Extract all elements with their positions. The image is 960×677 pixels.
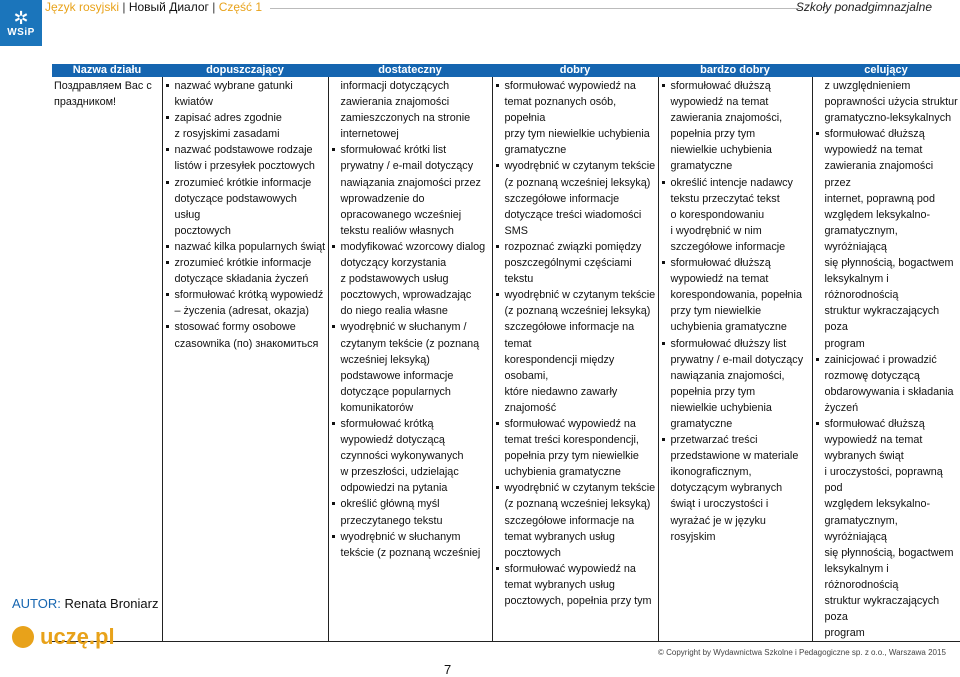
requirement-line: dotyczące treści wiadomości	[504, 208, 642, 221]
header-school-level: Szkoły ponadgimnazjalne	[795, 0, 932, 14]
requirement-line: stosować formy osobowe	[165, 319, 326, 335]
requirement-line: czasownika (по) знакомиться	[174, 337, 319, 350]
requirement-line: gramatycznym, wyróżniającą	[824, 224, 898, 253]
header-divider	[270, 8, 800, 9]
requirement-line: (z poznaną wcześniej leksyką)	[504, 176, 651, 189]
requirement-line: gramatyczno-leksykalnych	[824, 112, 952, 125]
requirement-line: – życzenia (adresat, okazja)	[174, 305, 309, 318]
requirement-line: listów i przesyłek pocztowych	[174, 160, 315, 173]
requirement-line: się płynnością, bogactwem	[824, 546, 954, 559]
ucze-logo	[12, 624, 115, 650]
requirement-line: ikonograficznym,	[670, 466, 752, 479]
requirement-line: tekstu realiów własnych	[340, 224, 454, 237]
requirement-line: (z poznaną wcześniej leksyką)	[504, 305, 651, 318]
requirement-line: SMS	[504, 224, 528, 237]
requirement-line: które niedawno zawarły	[504, 385, 618, 398]
requirement-line: korespondencji między osobami,	[504, 353, 615, 382]
requirement-list	[331, 78, 490, 561]
teacher-club-icon	[12, 626, 34, 648]
requirement-line: szczegółowe informacje	[504, 192, 620, 205]
requirement-line: prywatny / e-mail dotyczący	[340, 160, 474, 173]
column-header: Nazwa działu	[52, 64, 162, 77]
requirement-line: rosyjskim	[670, 530, 716, 543]
grade-cell	[812, 77, 960, 642]
requirement-line: życzeń	[824, 401, 859, 414]
requirement-line: nawiązania znajomości przez	[340, 176, 481, 189]
requirement-line: temat wybranych usług	[504, 530, 615, 543]
author-label: AUTOR:	[12, 596, 61, 611]
header-book-title: Новый Диалог	[128, 0, 209, 14]
requirement-line: nazwać podstawowe rodzaje	[165, 142, 326, 158]
requirement-line: popełnia przy tym niewielkie	[504, 450, 639, 463]
requirement-line: wypowiedź na temat	[824, 434, 923, 447]
requirement-line: nazwać wybrane gatunki	[165, 78, 326, 94]
table-header-row	[52, 64, 960, 77]
requirement-line: sformułować wypowiedź na	[495, 561, 656, 577]
requirement-line: przeczytanego tekstu	[340, 514, 443, 527]
requirement-line: program	[824, 337, 865, 350]
header-separator: |	[212, 0, 219, 14]
requirement-line: struktur wykraczających poza	[824, 595, 940, 624]
requirement-line: gramatycznym, wyróżniającą	[824, 514, 898, 543]
requirement-line: wybranych świąt	[824, 450, 904, 463]
grade-cell	[328, 77, 492, 642]
requirement-line: modyfikować wzorcowy dialog	[331, 239, 490, 255]
requirement-line: zainicjować i prowadzić	[815, 352, 959, 368]
requirement-line: świąt i uroczystości i	[670, 498, 769, 511]
requirement-line: komunikatorów	[340, 401, 414, 414]
requirement-line: temat poznanych osób, popełnia	[504, 96, 617, 125]
wsip-logo	[0, 0, 42, 46]
requirement-line: wyodrębnić w czytanym tekście	[495, 287, 656, 303]
requirement-line: popełnia przy tym	[670, 385, 756, 398]
header-separator: |	[122, 0, 129, 14]
requirement-line: internetowej	[340, 128, 399, 141]
requirement-line: pocztowych, popełnia przy tym	[504, 595, 652, 607]
requirement-line: dotyczące popularnych	[340, 385, 451, 398]
requirement-line: dotyczące składania życzeń	[174, 273, 309, 286]
requirement-line: pocztowych	[174, 224, 231, 237]
requirement-line: z podstawowych usług	[340, 273, 449, 286]
requirement-line: sformułować krótką	[331, 416, 490, 432]
requirement-line: przetwarzać treści	[661, 432, 810, 448]
requirement-line: tekście (z poznaną wcześniej	[340, 546, 481, 559]
requirement-line: kwiatów	[174, 96, 213, 109]
logo-text: WSiP	[7, 26, 35, 38]
requirement-line: sformułować dłuższą	[815, 416, 959, 432]
requirement-line: i wyodrębnić w nim	[670, 224, 762, 237]
column-header: dostateczny	[328, 64, 492, 77]
requirement-line: sformułować dłuższą	[661, 78, 810, 94]
author-line	[12, 596, 158, 611]
requirement-line: dotyczące podstawowych usług	[174, 192, 297, 221]
requirement-line: wypowiedź na temat	[670, 96, 769, 109]
requirement-line: czytanym tekście (z poznaną	[340, 337, 480, 350]
requirement-list	[815, 78, 959, 641]
requirement-line: sformułować wypowiedź na	[495, 416, 656, 432]
requirement-line: wyodrębnić w słuchanym	[331, 529, 490, 545]
requirement-line: i uroczystości, poprawną pod	[824, 466, 943, 495]
requirement-line: temat treści korespondencji,	[504, 434, 639, 447]
requirement-line: do niego realia własne	[340, 305, 448, 318]
requirement-line: popełnia przy tym	[670, 128, 756, 141]
requirement-line: względem leksykalno-	[824, 208, 931, 221]
requirement-line: niewielkie uchybienia	[670, 144, 772, 157]
requirements-table	[52, 64, 960, 642]
requirement-line: dotyczącym wybranych	[670, 482, 783, 495]
requirement-line: określić intencje nadawcy	[661, 175, 810, 191]
requirement-list	[495, 78, 656, 609]
requirement-line: z uwzględnieniem	[824, 80, 911, 92]
requirement-line: względem leksykalno-	[824, 498, 931, 511]
section-name-line: праздником!	[54, 96, 117, 109]
table-row	[52, 77, 960, 642]
requirement-line: szczegółowe informacje na temat	[504, 321, 635, 350]
requirement-line: zawierania znajomości,	[670, 112, 783, 125]
requirement-line: internet, poprawną pod	[824, 192, 935, 205]
requirement-line: przy tym niewielkie	[670, 305, 762, 318]
requirement-line: leksykalnym i różnorodnością	[824, 273, 899, 302]
requirement-line: prywatny / e-mail dotyczący	[670, 353, 804, 366]
requirement-line: szczegółowe informacje na	[504, 514, 635, 527]
requirement-line: zawierania znajomości	[340, 96, 450, 109]
requirement-line: przy tym niewielkie uchybienia	[504, 128, 650, 141]
author-name: Renata Broniarz	[64, 596, 159, 611]
requirement-line: gramatyczne	[504, 144, 567, 157]
requirement-line: uchybienia gramatyczne	[670, 321, 787, 334]
requirement-line: korespondowania, popełnia	[670, 289, 802, 302]
requirement-line: o korespondowaniu	[670, 208, 765, 221]
grade-cell	[162, 77, 328, 642]
requirement-line: niewielkie uchybienia	[670, 401, 772, 414]
requirement-line: zamieszczonych na stronie	[340, 112, 471, 125]
requirement-line: wyodrębnić w słuchanym /	[331, 319, 490, 335]
requirement-line: poszczególnymi częściami	[504, 257, 632, 270]
requirement-line: sformułować dłuższą	[661, 255, 810, 271]
requirement-line: dotyczący korzystania	[340, 257, 447, 270]
requirement-line: temat wybranych usług	[504, 578, 615, 591]
requirement-list	[661, 78, 810, 545]
column-header: dopuszczający	[162, 64, 328, 77]
copyright-note: © Copyright by Wydawnictwa Szkolne i Pedagogiczne sp. z o.o., Warszawa 2015	[658, 648, 946, 657]
requirement-line: wyrażać je w języku	[670, 514, 766, 527]
logo-glyph-icon: ✲	[13, 7, 29, 28]
requirement-line: gramatyczne	[670, 160, 733, 173]
requirement-line: wypowiedź na temat	[670, 273, 769, 286]
section-name-cell	[52, 77, 162, 642]
requirement-line: obdarowywania i składania	[824, 385, 954, 398]
requirement-line: rozpoznać związki pomiędzy	[495, 239, 656, 255]
requirement-line: określić główną myśl	[331, 496, 490, 512]
requirement-line: znajomość	[504, 401, 557, 414]
requirement-line: struktur wykraczających poza	[824, 305, 940, 334]
requirement-line: wcześniej leksyką)	[340, 353, 430, 366]
requirement-line: czynności wykonywanych	[340, 450, 464, 463]
ucze-brand: uczę.pl	[40, 624, 115, 649]
requirement-line: sformułować krótką wypowiedź	[165, 287, 326, 303]
requirement-line: w przeszłości, udzielając	[340, 466, 459, 479]
requirement-line: sformułować wypowiedź na	[495, 78, 656, 94]
requirement-line: uchybienia gramatyczne	[504, 466, 621, 479]
requirement-line: sformułować dłuższą	[815, 126, 959, 142]
requirement-line: wypowiedź dotyczącą	[340, 434, 445, 447]
requirement-line: wprowadzenie do	[340, 192, 425, 205]
requirement-line: podstawowe informacje	[340, 369, 454, 382]
requirement-line: zapisać adres zgodnie	[165, 110, 326, 126]
requirement-line: się płynnością, bogactwem	[824, 257, 954, 270]
requirement-line: leksykalnym i różnorodnością	[824, 562, 899, 591]
requirement-line: sformułować dłuższy list	[661, 336, 810, 352]
requirement-line: zawierania znajomości przez	[824, 160, 934, 189]
requirement-line: (z poznaną wcześniej leksyką)	[504, 498, 651, 511]
requirement-line: program	[824, 627, 865, 640]
requirement-line: opracowanego wcześniej	[340, 208, 462, 221]
requirement-line: szczegółowe informacje	[670, 240, 786, 253]
column-header: bardzo dobry	[658, 64, 812, 77]
section-name-line: Поздравляем Вас с	[54, 80, 152, 92]
page-number: 7	[444, 662, 452, 677]
column-header: dobry	[492, 64, 658, 77]
column-header: celujący	[812, 64, 960, 77]
header-subject: Język rosyjski	[45, 0, 120, 14]
requirement-line: wypowiedź na temat	[824, 144, 923, 157]
requirement-line: gramatyczne	[670, 417, 733, 430]
requirement-line: wyodrębnić w czytanym tekście	[495, 480, 656, 496]
requirement-list	[165, 78, 326, 352]
requirement-line: sformułować krótki list	[331, 142, 490, 158]
requirement-line: pocztowych	[504, 546, 561, 559]
requirement-line: pocztowych, wprowadzając	[340, 289, 472, 302]
requirement-line: odpowiedzi na pytania	[340, 482, 448, 495]
requirement-line: tekstu przeczytać tekst	[670, 192, 780, 205]
header-part: Część 1	[218, 0, 263, 14]
grade-cell	[492, 77, 658, 642]
grade-cell	[658, 77, 812, 642]
requirement-line: nazwać kilka popularnych świąt	[165, 239, 326, 255]
requirement-line: z rosyjskimi zasadami	[174, 128, 280, 141]
requirement-line: wyodrębnić w czytanym tekście	[495, 158, 656, 174]
header-title	[45, 0, 262, 14]
requirement-line: zrozumieć krótkie informacje	[165, 255, 326, 271]
requirement-line: poprawności użycia struktur	[824, 96, 958, 109]
requirement-line: informacji dotyczących	[340, 80, 450, 92]
requirement-line: zrozumieć krótkie informacje	[165, 175, 326, 191]
requirement-line: nawiązania znajomości,	[670, 369, 785, 382]
requirement-line: tekstu	[504, 273, 534, 286]
requirement-line: przedstawione w materiale	[670, 450, 799, 463]
requirement-line: rozmowę dotyczącą	[824, 369, 920, 382]
